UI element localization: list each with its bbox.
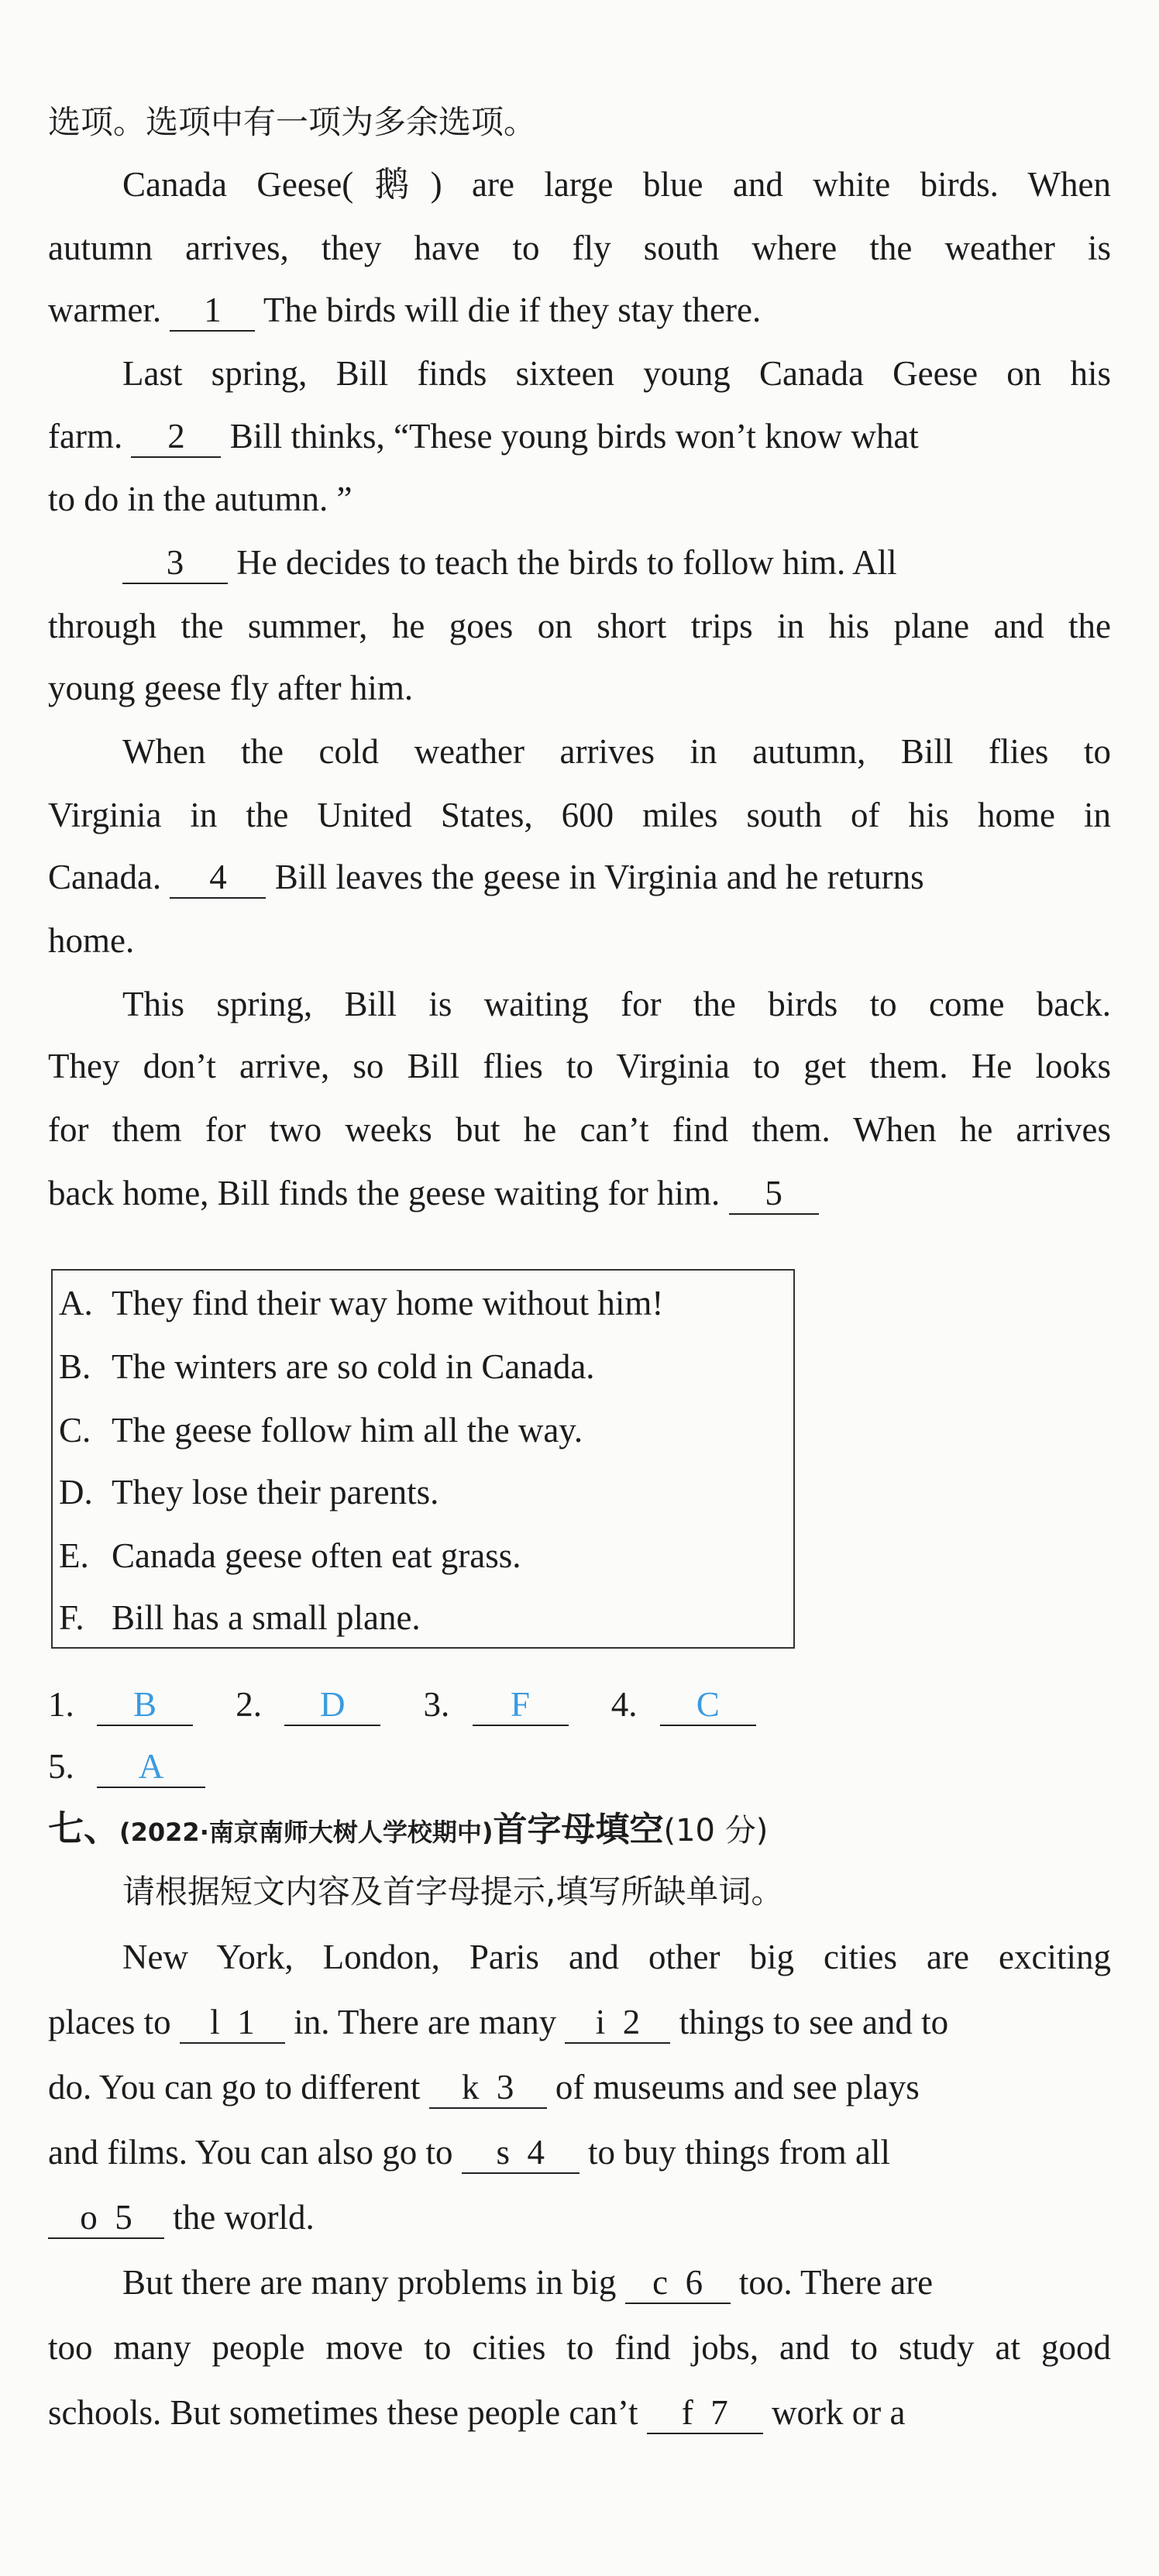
answer-1[interactable]: B: [97, 1684, 193, 1726]
blank-letter: o: [80, 2198, 98, 2237]
answer-number: 5.: [48, 1747, 74, 1786]
blank-letter: i: [595, 2003, 606, 2041]
blank-number: 6: [685, 2263, 703, 2302]
blank-letter: c: [652, 2263, 669, 2302]
blank-5[interactable]: 5: [729, 1173, 819, 1215]
option-text: They lose their parents.: [112, 1473, 439, 1512]
section-source: (2022·南京南师大树人学校期中): [119, 1818, 494, 1847]
text-segment: too. There are: [738, 2263, 934, 2302]
blank-p2-6[interactable]: [625, 2262, 731, 2304]
passage1-line: to do in the autumn. ”: [48, 480, 353, 518]
option-f: [59, 1594, 787, 1641]
answer-3[interactable]: F: [473, 1684, 569, 1726]
blank-number: 3: [496, 2068, 514, 2107]
passage1-line: When the cold weather arrives in autumn, Bill flies to: [122, 732, 1111, 771]
option-letter: A.: [59, 1284, 93, 1322]
answer-number: 2.: [236, 1685, 262, 1724]
blank-p2-4[interactable]: [462, 2132, 580, 2174]
text-segment: But there are many problems in big: [122, 2263, 617, 2302]
text-segment: and films. You can also go to: [48, 2133, 453, 2172]
option-c: [59, 1407, 787, 1453]
blank-p2-5[interactable]: [48, 2197, 164, 2239]
passage2-line: [48, 2194, 1111, 2241]
text-segment: Bill thinks, “These young birds won’t know what: [229, 417, 919, 456]
blank-number: 5: [115, 2198, 132, 2237]
passage2-line: New York, London, Paris and other big cities are exciting: [122, 1938, 1111, 1976]
passage1-line: for them for two weeks but he can’t find them. When he arrives: [48, 1110, 1111, 1149]
option-text: They find their way home without him!: [112, 1284, 664, 1322]
blank-letter: k: [461, 2068, 480, 2107]
blank-2[interactable]: 2: [131, 416, 221, 458]
answers-row: [48, 1681, 756, 1728]
passage1-line: [48, 287, 1111, 333]
option-letter: B.: [59, 1347, 91, 1386]
passage1-line: This spring, Bill is waiting for the birds to come back.: [122, 985, 1111, 1023]
text-segment: The birds will die if they stay there.: [263, 291, 762, 329]
blank-p2-3[interactable]: [429, 2067, 547, 2109]
answer-number: 4.: [610, 1685, 638, 1724]
passage1-line: through the summer, he goes on short trips in his plane and the: [48, 607, 1111, 645]
passage2-line: too many people move to cities to find jobs, and to study at good: [48, 2328, 1111, 2367]
text-segment: in. There are many: [294, 2003, 557, 2041]
blank-letter: l: [210, 2003, 220, 2041]
blank-p2-1[interactable]: [180, 2002, 285, 2044]
passage2-line: [48, 2129, 1111, 2175]
text-segment: He decides to teach the birds to follow him. All: [236, 543, 897, 582]
blank-number: 2: [622, 2003, 641, 2041]
passage1-line: [48, 1170, 1111, 1216]
passage2-line: [48, 2064, 1111, 2110]
text-segment: of museums and see plays: [555, 2068, 920, 2107]
option-text: Canada geese often eat grass.: [112, 1536, 521, 1575]
passage1-line: Last spring, Bill finds sixteen young Canada Geese on his: [122, 354, 1111, 393]
option-letter: C.: [59, 1411, 91, 1450]
blank-number: 1: [237, 2003, 255, 2041]
option-text: Bill has a small plane.: [112, 1598, 421, 1637]
instruction-tail: 选项。选项中有一项为多余选项。: [48, 103, 537, 141]
blank-number: 7: [710, 2393, 728, 2432]
option-a: [59, 1280, 787, 1326]
option-e: [59, 1532, 787, 1579]
answer-4[interactable]: C: [660, 1684, 756, 1726]
passage2-line: [48, 2389, 1111, 2436]
blank-letter: f: [681, 2393, 693, 2432]
text-segment: places to: [48, 2003, 171, 2041]
option-letter: D.: [59, 1473, 93, 1512]
blank-4[interactable]: 4: [170, 857, 266, 899]
passage1-line: young geese fly after him.: [48, 669, 414, 707]
blank-1[interactable]: 1: [170, 290, 255, 332]
text-segment: do. You can go to different: [48, 2068, 421, 2107]
passage1-line: They don’t arrive, so Bill flies to Virginia to get them. He looks: [48, 1047, 1111, 1085]
option-letter: E.: [59, 1536, 89, 1575]
section-heading: [48, 1801, 768, 1865]
passage1-line: Virginia in the United States, 600 miles south of his home in: [48, 796, 1111, 834]
passage1-line: Canada Geese(鹅) are large blue and white birds. When: [122, 165, 1111, 204]
option-text: The geese follow him all the way.: [112, 1411, 583, 1450]
answers-row: [48, 1743, 205, 1790]
text-segment: back home, Bill finds the geese waiting for him.: [48, 1174, 721, 1212]
text-segment: work or a: [772, 2393, 906, 2432]
passage2-line: [122, 2259, 1111, 2306]
text-segment: to buy things from all: [588, 2133, 890, 2172]
blank-number: 4: [527, 2133, 545, 2172]
section-points: (10 分): [663, 1813, 769, 1849]
blank-p2-7[interactable]: [647, 2392, 763, 2434]
section-number: 七、: [48, 1807, 119, 1849]
text-segment: things to see and to: [679, 2003, 949, 2041]
blank-p2-2[interactable]: [565, 2002, 670, 2044]
text-segment: schools. But sometimes these people can’t: [48, 2393, 638, 2432]
blank-3[interactable]: 3: [122, 542, 228, 584]
section-instruction: 请根据短文内容及首字母提示,填写所缺单词。: [122, 1873, 784, 1911]
section-title: 首字母填空: [493, 1810, 664, 1849]
blank-letter: s: [496, 2133, 510, 2172]
passage1-line: [122, 539, 1111, 586]
text-segment: Bill leaves the geese in Virginia and he returns: [274, 858, 924, 896]
passage1-line: [48, 854, 1111, 900]
answer-5[interactable]: A: [97, 1746, 205, 1788]
option-text: The winters are so cold in Canada.: [112, 1347, 595, 1386]
answer-number: 3.: [423, 1685, 450, 1724]
text-segment: farm.: [48, 417, 123, 456]
answer-2[interactable]: D: [284, 1684, 380, 1726]
text-segment: warmer.: [48, 291, 162, 329]
passage2-line: [48, 1999, 1111, 2045]
text-segment: Canada.: [48, 858, 162, 896]
option-d: [59, 1469, 787, 1515]
option-letter: F.: [59, 1598, 84, 1637]
passage1-line: [48, 413, 1111, 459]
passage1-line: autumn arrives, they have to fly south where the weather is: [48, 229, 1111, 267]
answer-number: 1.: [48, 1685, 74, 1724]
passage1-line: home.: [48, 921, 135, 960]
text-segment: the world.: [173, 2198, 315, 2237]
option-b: [59, 1343, 787, 1390]
options-box: [51, 1269, 795, 1649]
